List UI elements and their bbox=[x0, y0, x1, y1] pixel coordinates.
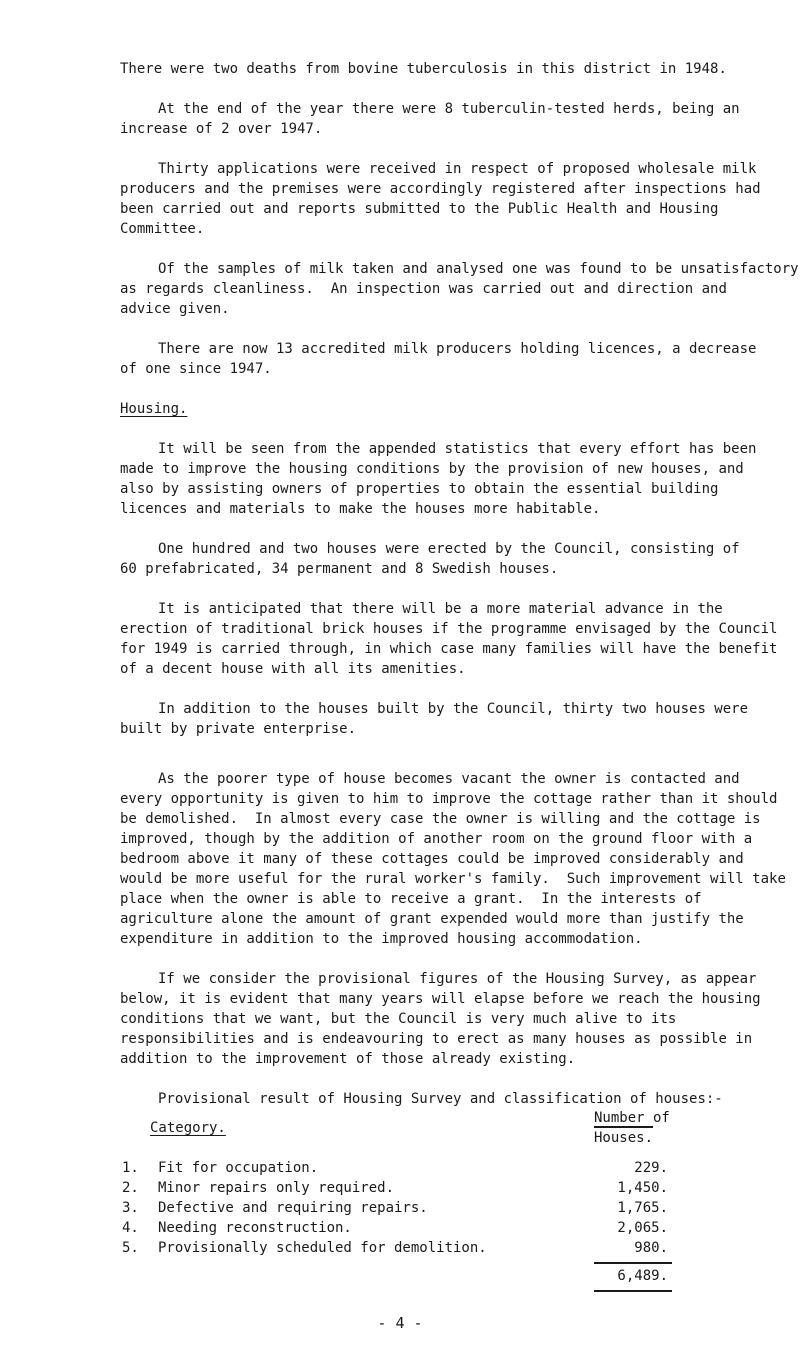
total-rule-bottom bbox=[594, 1290, 672, 1292]
paragraph-survey-line5: addition to the improvement of those already existing. bbox=[120, 1051, 576, 1067]
row-category: Defective and requiring repairs. bbox=[158, 1200, 428, 1216]
row-houses: 980. bbox=[634, 1240, 668, 1256]
row-number: 1. bbox=[122, 1160, 139, 1176]
paragraph-private-line2: built by private enterprise. bbox=[120, 721, 357, 737]
paragraph-poorer-type-line5: bedroom above it many of these cottages could be improved considerably and bbox=[120, 851, 744, 867]
survey-intro: Provisional result of Housing Survey and classification of houses:- bbox=[158, 1091, 723, 1107]
paragraph-poorer-type-line8: agriculture alone the amount of grant expended would more than justify the bbox=[120, 911, 744, 927]
paragraph-houses-erected-line2: 60 prefabricated, 34 permanent and 8 Swedish houses. bbox=[120, 561, 559, 577]
paragraph-survey-line2: below, it is evident that many years will elapse before we reach the housing bbox=[120, 991, 761, 1007]
paragraph-programme-line3: for 1949 is carried through, in which case many families will have the benefit bbox=[120, 641, 778, 657]
paragraph-applications-line4: Committee. bbox=[120, 221, 205, 237]
paragraph-producers-line1: There are now 13 accredited milk producers holding licences, a decrease bbox=[158, 341, 757, 357]
paragraph-producers-line2: of one since 1947. bbox=[120, 361, 272, 377]
houses-header: Houses. bbox=[594, 1126, 653, 1146]
total-rule-top bbox=[594, 1262, 672, 1264]
paragraph-statistics-line3: also by assisting owners of properties to obtain the essential building bbox=[120, 481, 719, 497]
paragraph-poorer-type-line2: every opportunity is given to him to improve the cottage rather than it should bbox=[120, 791, 778, 807]
paragraph-programme-line2: erection of traditional brick houses if the programme envisaged by the Council bbox=[120, 621, 778, 637]
paragraph-programme-line4: of a decent house with all its amenities. bbox=[120, 661, 466, 677]
row-houses: 1,765. bbox=[617, 1200, 668, 1216]
row-category: Needing reconstruction. bbox=[158, 1220, 352, 1236]
row-houses: 1,450. bbox=[617, 1180, 668, 1196]
row-number: 5. bbox=[122, 1240, 139, 1256]
row-number: 4. bbox=[122, 1220, 139, 1236]
row-number: 2. bbox=[122, 1180, 139, 1196]
paragraph-samples-line1: Of the samples of milk taken and analysed one was found to be unsatisfactory bbox=[158, 261, 799, 277]
paragraph-poorer-type-line9: expenditure in addition to the improved housing accommodation. bbox=[120, 931, 643, 947]
row-houses: 2,065. bbox=[617, 1220, 668, 1236]
page-number: - 4 - bbox=[377, 1314, 423, 1332]
paragraph-survey-line1: If we consider the provisional figures of the Housing Survey, as appear bbox=[158, 971, 757, 987]
paragraph-bovine-tb: There were two deaths from bovine tuberculosis in this district in 1948. bbox=[120, 61, 727, 77]
housing-heading: Housing. bbox=[120, 401, 188, 417]
paragraph-survey-line3: conditions that we want, but the Council is very much alive to its bbox=[120, 1011, 677, 1027]
paragraph-survey-line4: responsibilities and is endeavouring to erect as many houses as possible in bbox=[120, 1031, 753, 1047]
paragraph-poorer-type-line3: be demolished. In almost every case the owner is willing and the cottage is bbox=[120, 811, 761, 827]
paragraph-applications-line2: producers and the premises were accordingly registered after inspections had bbox=[120, 181, 761, 197]
paragraph-tt-herds-line2: increase of 2 over 1947. bbox=[120, 121, 323, 137]
paragraph-applications-line1: Thirty applications were received in respect of proposed wholesale milk bbox=[158, 161, 757, 177]
paragraph-statistics-line2: made to improve the housing conditions by the provision of new houses, and bbox=[120, 461, 744, 477]
row-houses: 229. bbox=[634, 1160, 668, 1176]
number-of-header: Number of bbox=[594, 1110, 670, 1126]
paragraph-programme-line1: It is anticipated that there will be a more material advance in the bbox=[158, 601, 723, 617]
paragraph-poorer-type-line4: improved, though by the addition of another room on the ground floor with a bbox=[120, 831, 753, 847]
paragraph-poorer-type-line1: As the poorer type of house becomes vacant the owner is contacted and bbox=[158, 771, 740, 787]
paragraph-samples-line2: as regards cleanliness. An inspection was carried out and direction and bbox=[120, 281, 727, 297]
category-header: Category. bbox=[150, 1120, 226, 1136]
paragraph-statistics-line4: licences and materials to make the houses more habitable. bbox=[120, 501, 601, 517]
survey-total: 6,489. bbox=[617, 1268, 668, 1284]
row-category: Minor repairs only required. bbox=[158, 1180, 395, 1196]
row-number: 3. bbox=[122, 1200, 139, 1216]
paragraph-poorer-type-line7: place when the owner is able to receive a grant. In the interests of bbox=[120, 891, 702, 907]
paragraph-poorer-type-line6: would be more useful for the rural worker's family. Such improvement will take bbox=[120, 871, 786, 887]
paragraph-applications-line3: been carried out and reports submitted to the Public Health and Housing bbox=[120, 201, 719, 217]
row-category: Fit for occupation. bbox=[158, 1160, 319, 1176]
paragraph-samples-line3: advice given. bbox=[120, 301, 230, 317]
paragraph-houses-erected-line1: One hundred and two houses were erected by the Council, consisting of bbox=[158, 541, 740, 557]
paragraph-statistics-line1: It will be seen from the appended statistics that every effort has been bbox=[158, 441, 757, 457]
row-category: Provisionally scheduled for demolition. bbox=[158, 1240, 487, 1256]
paragraph-private-line1: In addition to the houses built by the Council, thirty two houses were bbox=[158, 701, 749, 717]
paragraph-tt-herds-line1: At the end of the year there were 8 tuberculin-tested herds, being an bbox=[158, 101, 740, 117]
